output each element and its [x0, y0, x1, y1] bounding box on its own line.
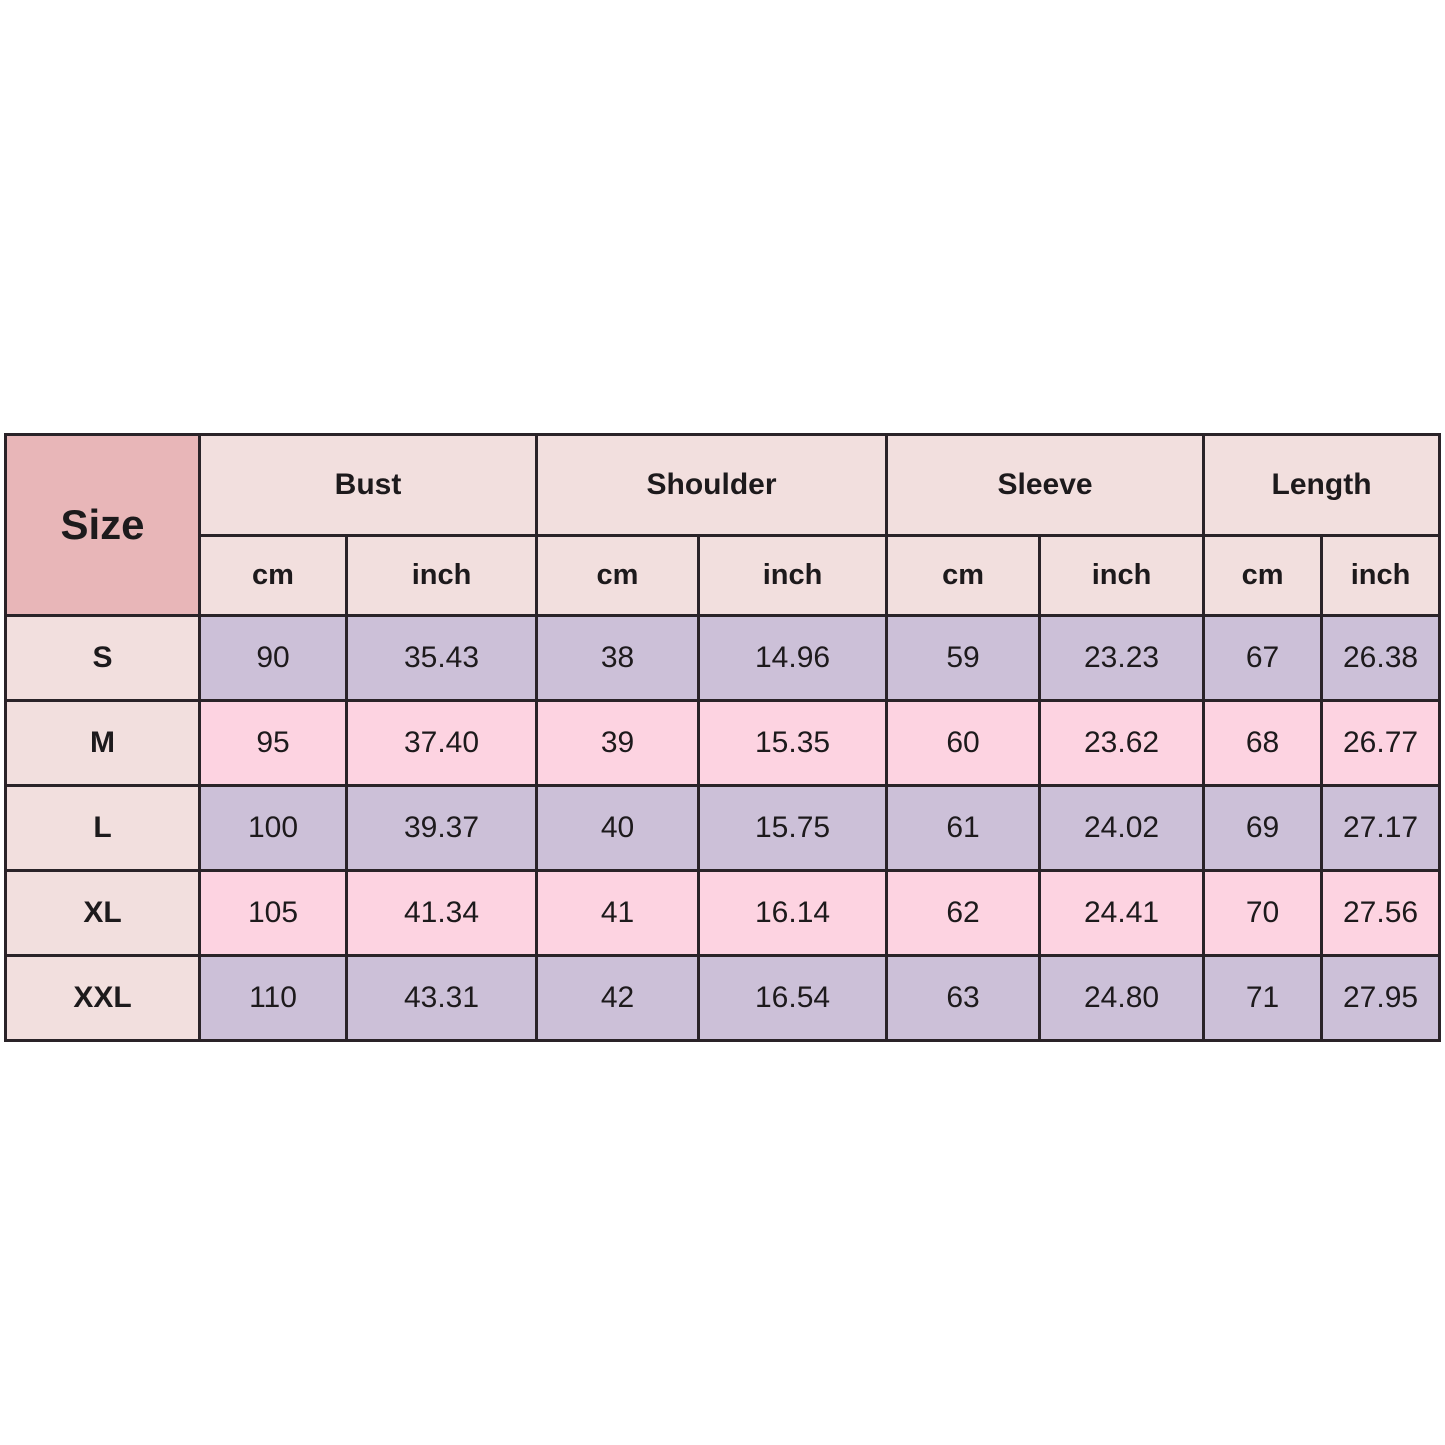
group-header-length: Length — [1204, 435, 1440, 536]
measurement-value: 16.54 — [699, 956, 887, 1041]
unit-header-bust-cm: cm — [200, 536, 347, 616]
size-row-label: S — [6, 616, 200, 701]
measurement-value: 14.96 — [699, 616, 887, 701]
measurement-value: 69 — [1204, 786, 1322, 871]
measurement-value: 23.23 — [1040, 616, 1204, 701]
measurement-value: 59 — [887, 616, 1040, 701]
measurement-value: 39 — [537, 701, 699, 786]
measurement-value: 40 — [537, 786, 699, 871]
table-row-s — [6, 616, 1440, 701]
group-header-shoulder: Shoulder — [537, 435, 887, 536]
measurement-value: 41.34 — [347, 871, 537, 956]
unit-header-bust-inch: inch — [347, 536, 537, 616]
unit-header-shoulder-cm: cm — [537, 536, 699, 616]
measurement-value: 63 — [887, 956, 1040, 1041]
size-chart-table — [4, 433, 1441, 1042]
measurement-value: 100 — [200, 786, 347, 871]
table-row-m — [6, 701, 1440, 786]
measurement-value: 23.62 — [1040, 701, 1204, 786]
unit-header-shoulder-inch: inch — [699, 536, 887, 616]
table-row-xxl — [6, 956, 1440, 1041]
measurement-value: 26.77 — [1322, 701, 1440, 786]
measurement-value: 16.14 — [699, 871, 887, 956]
measurement-value: 27.95 — [1322, 956, 1440, 1041]
measurement-value: 38 — [537, 616, 699, 701]
table-row-l — [6, 786, 1440, 871]
unit-header-length-inch: inch — [1322, 536, 1440, 616]
measurement-value: 26.38 — [1322, 616, 1440, 701]
measurement-value: 62 — [887, 871, 1040, 956]
measurement-value: 35.43 — [347, 616, 537, 701]
measurement-value: 42 — [537, 956, 699, 1041]
size-corner-header: Size — [6, 435, 200, 616]
measurement-value: 60 — [887, 701, 1040, 786]
measurement-value: 27.17 — [1322, 786, 1440, 871]
group-header-row — [6, 435, 1440, 536]
size-row-label: L — [6, 786, 200, 871]
unit-header-sleeve-inch: inch — [1040, 536, 1204, 616]
measurement-value: 39.37 — [347, 786, 537, 871]
measurement-value: 110 — [200, 956, 347, 1041]
measurement-value: 71 — [1204, 956, 1322, 1041]
measurement-value: 24.80 — [1040, 956, 1204, 1041]
unit-header-length-cm: cm — [1204, 536, 1322, 616]
measurement-value: 90 — [200, 616, 347, 701]
measurement-value: 27.56 — [1322, 871, 1440, 956]
measurement-value: 24.02 — [1040, 786, 1204, 871]
measurement-value: 24.41 — [1040, 871, 1204, 956]
measurement-value: 41 — [537, 871, 699, 956]
measurement-value: 15.75 — [699, 786, 887, 871]
measurement-value: 37.40 — [347, 701, 537, 786]
measurement-value: 68 — [1204, 701, 1322, 786]
measurement-value: 61 — [887, 786, 1040, 871]
measurement-value: 43.31 — [347, 956, 537, 1041]
unit-header-sleeve-cm: cm — [887, 536, 1040, 616]
measurement-value: 15.35 — [699, 701, 887, 786]
unit-header-row — [6, 536, 1440, 616]
size-row-label: XL — [6, 871, 200, 956]
measurement-value: 95 — [200, 701, 347, 786]
group-header-bust: Bust — [200, 435, 537, 536]
group-header-sleeve: Sleeve — [887, 435, 1204, 536]
measurement-value: 70 — [1204, 871, 1322, 956]
measurement-value: 105 — [200, 871, 347, 956]
size-row-label: M — [6, 701, 200, 786]
measurement-value: 67 — [1204, 616, 1322, 701]
table-row-xl — [6, 871, 1440, 956]
size-chart — [4, 433, 1441, 1042]
size-row-label: XXL — [6, 956, 200, 1041]
